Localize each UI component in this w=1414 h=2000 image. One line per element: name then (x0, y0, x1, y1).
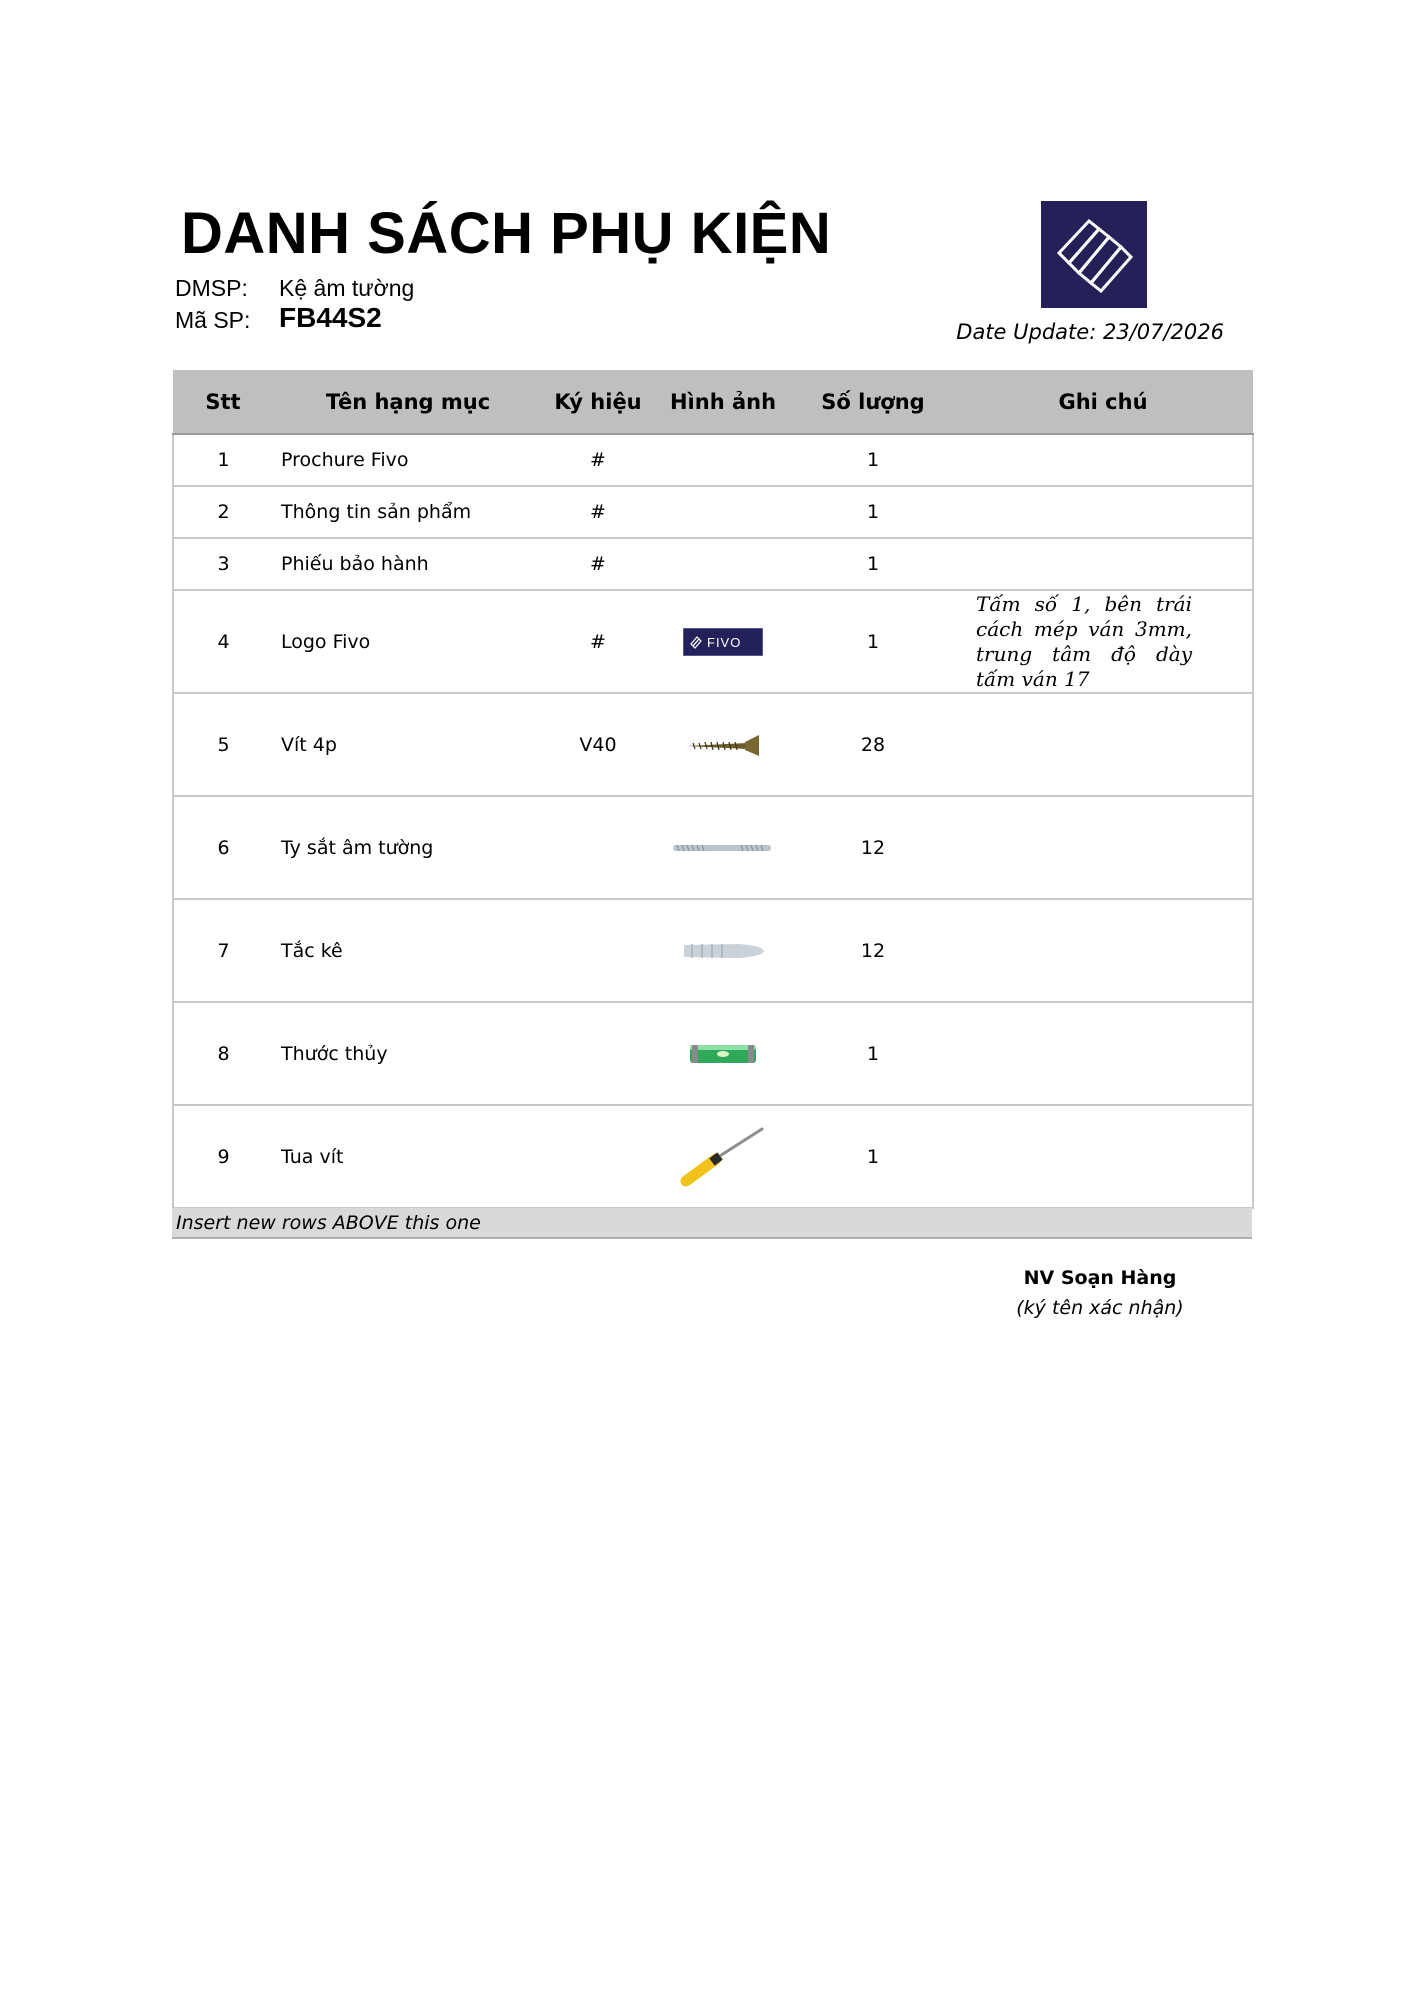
row-image (653, 590, 793, 693)
row-qty: 1 (793, 1002, 953, 1105)
page-title: DANH SÁCH PHỤ KIỆN (181, 201, 832, 266)
accessories-table (172, 370, 1254, 1209)
row-qty: 12 (793, 796, 953, 899)
row-name: Thước thủy (273, 1002, 543, 1105)
row-note (953, 486, 1253, 538)
row-code (543, 899, 653, 1002)
row-image (653, 486, 793, 538)
row-image (653, 434, 793, 486)
row-image (653, 1002, 793, 1105)
dmsp-value: Kệ âm tường (279, 275, 415, 301)
column-header-stt: Stt (173, 370, 273, 434)
row-image (653, 1105, 793, 1208)
row-qty: 1 (793, 1105, 953, 1208)
row-stt: 9 (173, 1105, 273, 1208)
table-row (173, 590, 1253, 693)
row-code: V40 (543, 693, 653, 796)
row-code: # (543, 538, 653, 590)
row-name: Prochure Fivo (273, 434, 543, 486)
dmsp-label: DMSP: (175, 275, 248, 301)
table-row (173, 796, 1253, 899)
row-code (543, 1002, 653, 1105)
column-header-code: Ký hiệu (543, 370, 653, 434)
row-image (653, 796, 793, 899)
column-header-name: Tên hạng mục (273, 370, 543, 434)
row-stt: 1 (173, 434, 273, 486)
row-code: # (543, 590, 653, 693)
wood-screw-icon (683, 732, 763, 758)
row-note (953, 1105, 1253, 1208)
row-note (953, 693, 1253, 796)
row-qty: 12 (793, 899, 953, 1002)
column-header-image: Hình ảnh (653, 370, 793, 434)
threaded-rod-icon (671, 841, 775, 855)
row-image (653, 538, 793, 590)
row-stt: 6 (173, 796, 273, 899)
row-note (953, 899, 1253, 1002)
row-note (953, 796, 1253, 899)
row-name: Thông tin sản phẩm (273, 486, 543, 538)
fivo-logo-badge-icon (683, 628, 763, 656)
row-note (953, 434, 1253, 486)
row-name: Phiếu bảo hành (273, 538, 543, 590)
row-qty: 28 (793, 693, 953, 796)
product-code-value: FB44S2 (279, 302, 382, 333)
wall-plug-icon (680, 940, 766, 962)
row-image (653, 899, 793, 1002)
row-name: Ty sắt âm tường (273, 796, 543, 899)
row-stt: 7 (173, 899, 273, 1002)
column-header-qty: Số lượng (793, 370, 953, 434)
row-stt: 4 (173, 590, 273, 693)
row-stt: 5 (173, 693, 273, 796)
row-note: Tấm số 1, bên trái cách mép ván 3mm, trung tâm độ dày tấm ván 17 (953, 590, 1253, 693)
table-row (173, 434, 1253, 486)
table-row (173, 693, 1253, 796)
row-name: Tắc kê (273, 899, 543, 1002)
row-code (543, 796, 653, 899)
row-code (543, 1105, 653, 1208)
insert-rows-hint: Insert new rows ABOVE this one (172, 1208, 1252, 1239)
column-header-note: Ghi chú (953, 370, 1253, 434)
row-stt: 8 (173, 1002, 273, 1105)
row-note (953, 1002, 1253, 1105)
table-row (173, 899, 1253, 1002)
date-update: Date Update: 23/07/2026 (956, 320, 1224, 344)
fivo-logo-text: FIVO (707, 634, 742, 650)
row-note (953, 538, 1253, 590)
row-name: Tua vít (273, 1105, 543, 1208)
brand-logo (1041, 201, 1147, 308)
brand-stripes-icon (1041, 201, 1147, 308)
row-qty: 1 (793, 538, 953, 590)
table-header-row (173, 370, 1253, 434)
signature-note: (ký tên xác nhận) (1016, 1297, 1184, 1319)
spirit-level-icon (688, 1042, 758, 1066)
row-code: # (543, 486, 653, 538)
row-qty: 1 (793, 486, 953, 538)
row-name: Vít 4p (273, 693, 543, 796)
screwdriver-icon (678, 1125, 768, 1189)
signature-title: NV Soạn Hàng (1023, 1267, 1177, 1289)
row-code: # (543, 434, 653, 486)
row-image (653, 693, 793, 796)
row-stt: 2 (173, 486, 273, 538)
product-code-label: Mã SP: (175, 307, 251, 333)
row-qty: 1 (793, 590, 953, 693)
table-row (173, 1105, 1253, 1208)
row-name: Logo Fivo (273, 590, 543, 693)
row-stt: 3 (173, 538, 273, 590)
row-qty: 1 (793, 434, 953, 486)
table-row (173, 1002, 1253, 1105)
table-row (173, 538, 1253, 590)
table-row (173, 486, 1253, 538)
